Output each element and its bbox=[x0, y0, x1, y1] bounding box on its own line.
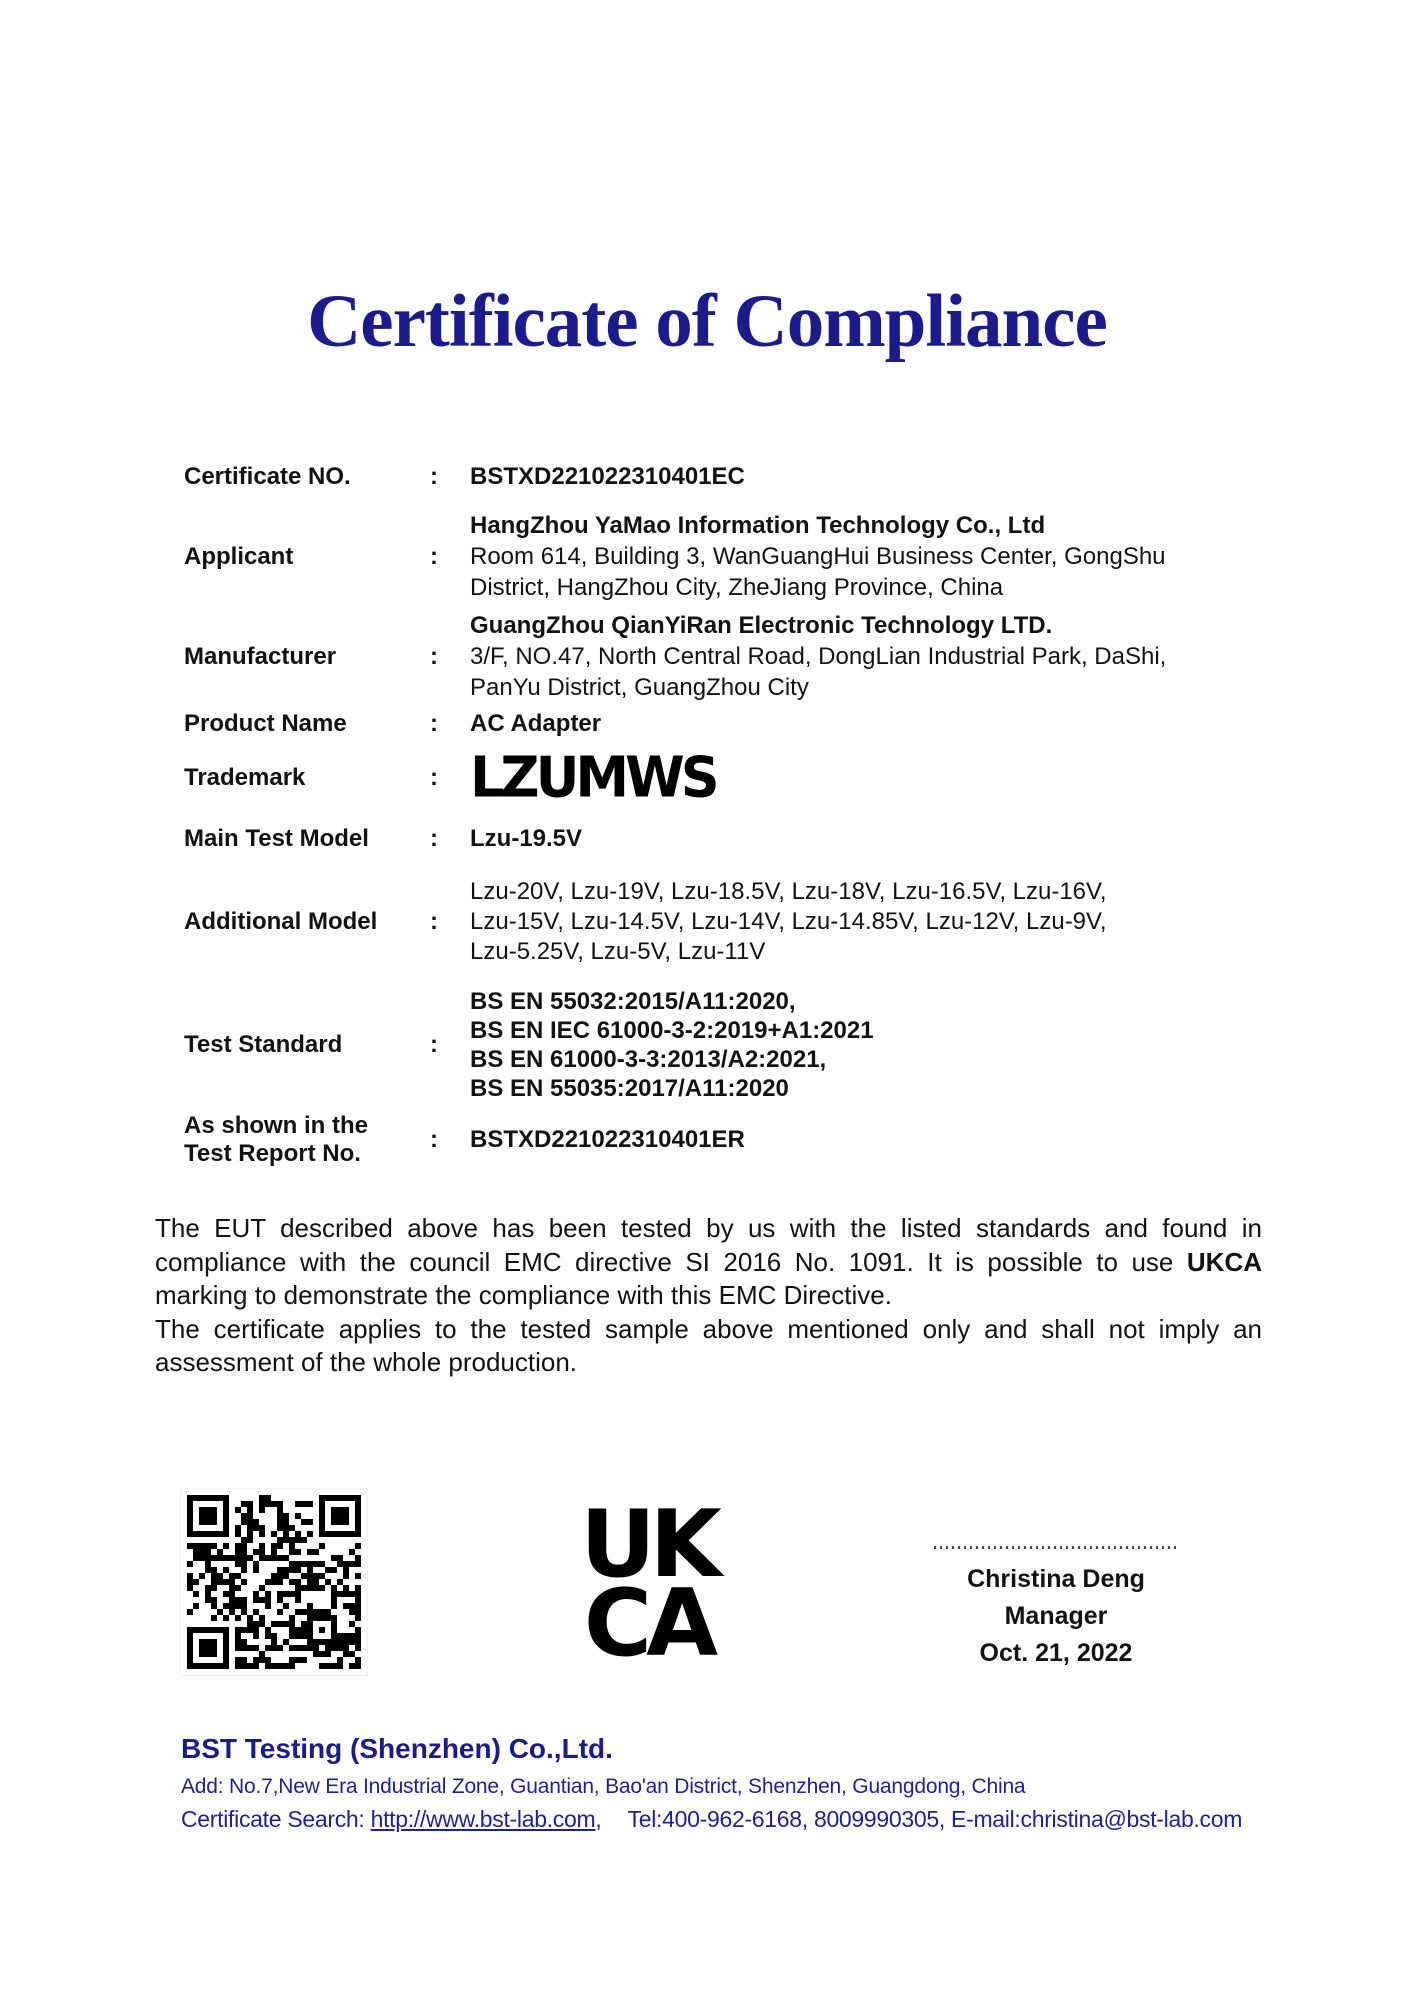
applicant-name: HangZhou YaMao Information Technology Co., Ltd bbox=[470, 512, 1046, 539]
info-row-trademark bbox=[184, 744, 1220, 811]
test-standard-line: BS EN 55032:2015/A11:2020, bbox=[470, 988, 796, 1015]
info-row-manufacturer bbox=[184, 610, 1220, 703]
ukca-logo bbox=[560, 1490, 736, 1677]
colon: : bbox=[430, 710, 438, 737]
applicant-value bbox=[470, 510, 1220, 603]
certificate-search-url[interactable]: http://www.bst-lab.com bbox=[370, 1806, 596, 1832]
certificate-search-label: Certificate Search: bbox=[181, 1806, 365, 1832]
main-test-model-value: Lzu-19.5V bbox=[470, 825, 583, 852]
colon: : bbox=[430, 463, 438, 490]
field-label: Manufacturer bbox=[184, 642, 337, 670]
field-label: Test Standard bbox=[184, 1031, 343, 1058]
field-label: Product Name bbox=[184, 710, 347, 737]
qr-code bbox=[181, 1489, 367, 1675]
applicant-address-line: District, HangZhou City, ZheJiang Province, China bbox=[470, 574, 1004, 601]
test-standard-line: BS EN 61000-3-3:2013/A2:2021, bbox=[470, 1046, 827, 1073]
field-label: Applicant bbox=[184, 542, 294, 570]
manufacturer-address-line: PanYu District, GuangZhou City bbox=[470, 674, 809, 701]
info-row-certificate-no bbox=[184, 462, 1220, 492]
field-label: Certificate NO. bbox=[184, 463, 351, 490]
colon: : bbox=[430, 542, 438, 570]
signature-date: Oct. 21, 2022 bbox=[979, 1639, 1133, 1667]
field-label: Additional Model bbox=[184, 908, 378, 935]
statement-paragraph-2: The certificate applies to the tested sample above mentioned only and shall not imply an assessment of the whole production. bbox=[155, 1313, 1262, 1377]
signer-role: Manager bbox=[1004, 1602, 1108, 1630]
additional-model-line: Lzu-20V, Lzu-19V, Lzu-18.5V, Lzu-18V, Lzu-16.5V, Lzu-16V, bbox=[470, 878, 1107, 905]
test-standard-line: BS EN IEC 61000-3-2:2019+A1:2021 bbox=[470, 1017, 874, 1044]
footer-search-line bbox=[181, 1806, 1242, 1833]
field-label bbox=[184, 1112, 430, 1168]
applicant-address-line: Room 614, Building 3, WanGuangHui Business Center, GongShu bbox=[470, 543, 1166, 570]
additional-model-value bbox=[470, 877, 1220, 967]
info-row-main-test-model bbox=[184, 824, 1220, 854]
test-standard-value bbox=[470, 987, 1220, 1103]
info-row-product-name bbox=[184, 709, 1220, 739]
footer-company-name: BST Testing (Shenzhen) Co.,Ltd. bbox=[181, 1733, 613, 1764]
info-row-test-standard bbox=[184, 987, 1220, 1103]
colon: : bbox=[430, 764, 438, 791]
footer-contact-info: Tel:400-962-6168, 8009990305, E-mail:christina@bst-lab.com bbox=[627, 1806, 1243, 1832]
test-standard-line: BS EN 55035:2017/A11:2020 bbox=[470, 1075, 789, 1102]
ukca-logo-line: UK bbox=[580, 1490, 716, 1598]
colon: : bbox=[430, 1126, 438, 1153]
statement-paragraph-1 bbox=[155, 1212, 1262, 1313]
ukca-logo-line: CA bbox=[583, 1569, 713, 1677]
statement-text: The EUT described above has been tested by us with the listed standards and found in compliance with the council EMC directive SI 2016 No. 1091. It is possible to use bbox=[155, 1213, 1262, 1277]
url-comma: , bbox=[595, 1806, 602, 1832]
colon: : bbox=[430, 908, 438, 935]
compliance-statement bbox=[155, 1212, 1262, 1380]
test-report-label-line: Test Report No. bbox=[184, 1140, 361, 1167]
colon: : bbox=[430, 642, 438, 670]
footer-address: Add: No.7,New Era Industrial Zone, Guantian, Bao'an District, Shenzhen, Guangdong, China bbox=[181, 1775, 1026, 1798]
colon: : bbox=[430, 1031, 438, 1058]
manufacturer-value bbox=[470, 610, 1220, 703]
trademark-value bbox=[470, 744, 1220, 811]
additional-model-line: Lzu-15V, Lzu-14.5V, Lzu-14V, Lzu-14.85V, Lzu-12V, Lzu-9V, bbox=[470, 908, 1107, 935]
manufacturer-address-line: 3/F, NO.47, North Central Road, DongLian Industrial Park, DaShi, bbox=[470, 643, 1167, 670]
page-title: Certificate of Compliance bbox=[307, 280, 1107, 363]
info-row-additional-model bbox=[184, 877, 1220, 967]
product-name-value: AC Adapter bbox=[470, 710, 602, 737]
signature-block bbox=[930, 1546, 1182, 1672]
signature-line bbox=[934, 1546, 1178, 1549]
manufacturer-name: GuangZhou QianYiRan Electronic Technology LTD. bbox=[470, 612, 1053, 639]
certificate-number: BSTXD221022310401EC bbox=[470, 463, 745, 490]
signer-name: Christina Deng bbox=[967, 1565, 1145, 1593]
colon: : bbox=[430, 825, 438, 852]
test-report-label-line: As shown in the bbox=[184, 1112, 369, 1139]
additional-model-line: Lzu-5.25V, Lzu-5V, Lzu-11V bbox=[470, 938, 766, 965]
field-label: Trademark bbox=[184, 764, 306, 791]
info-row-test-report bbox=[184, 1112, 1220, 1168]
ukca-bold-text: UKCA bbox=[1186, 1246, 1262, 1277]
statement-text: marking to demonstrate the compliance with this EMC Directive. bbox=[155, 1280, 892, 1310]
field-label: Main Test Model bbox=[184, 825, 369, 852]
info-row-applicant bbox=[184, 510, 1220, 603]
trademark-logo: LZUMWS bbox=[470, 744, 716, 811]
test-report-value: BSTXD221022310401ER bbox=[470, 1126, 745, 1153]
